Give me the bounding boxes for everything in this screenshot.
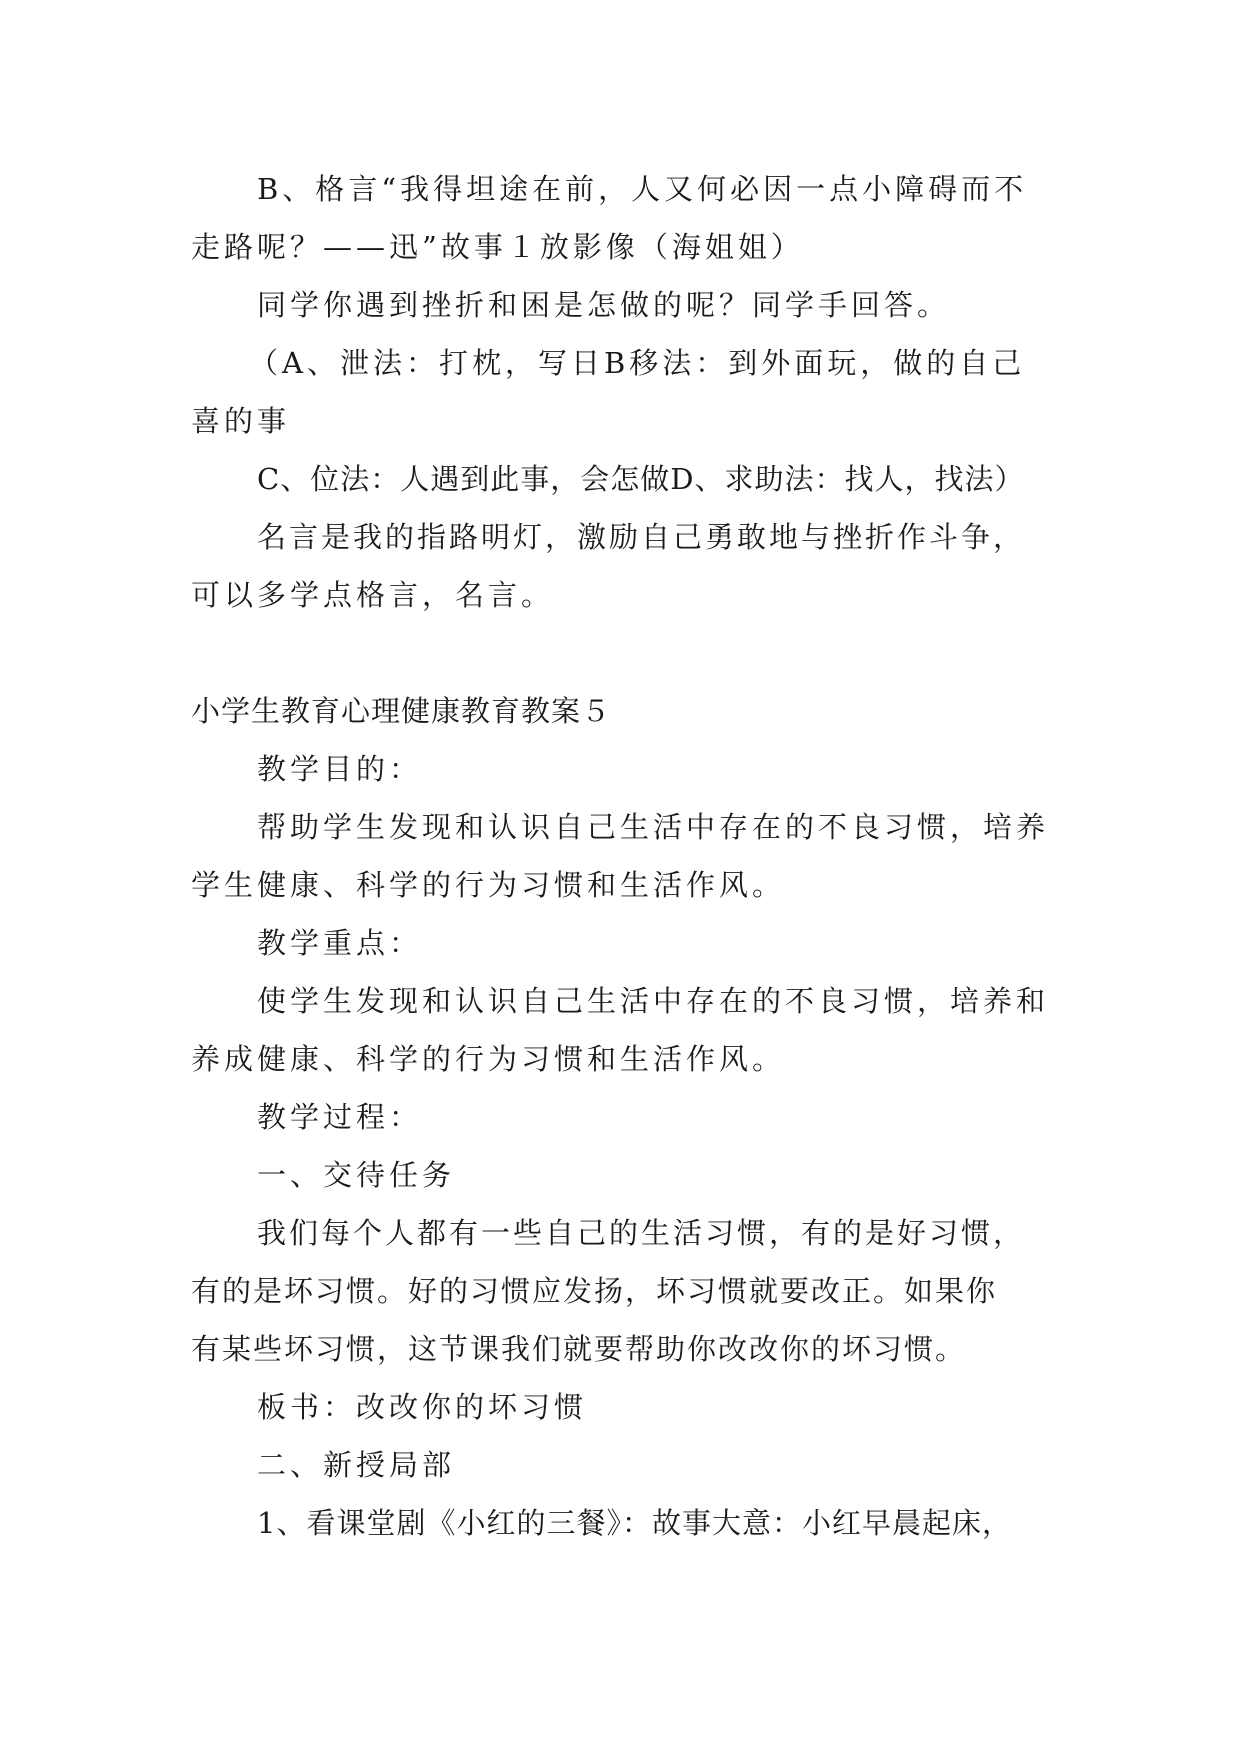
paragraph-line: C、位法：人遇到此事，会怎做D、求助法：找人，找法） xyxy=(257,462,1025,496)
section-title: 小学生教育心理健康教育教案５ xyxy=(191,694,612,728)
paragraph-line: 喜的事 xyxy=(191,404,291,438)
paragraph-line: 教学过程： xyxy=(257,1100,423,1134)
paragraph-line: 1、看课堂剧《小红的三餐》：故事大意：小红早晨起床， xyxy=(257,1506,1012,1540)
paragraph-line: 板书：改改你的坏习惯 xyxy=(257,1390,588,1424)
paragraph-line: 使学生发现和认识自己生活中存在的不良习惯，培养和 xyxy=(257,984,1050,1018)
document-body xyxy=(191,160,1061,1552)
paragraph-line: 二、新授局部 xyxy=(257,1448,456,1482)
paragraph-line: 名言是我的指路明灯，激励自己勇敢地与挫折作斗争， xyxy=(257,520,1026,554)
paragraph-line: 有某些坏习惯，这节课我们就要帮助你改改你的坏习惯。 xyxy=(191,1332,967,1366)
paragraph-line: 有的是坏习惯。好的习惯应发扬，坏习惯就要改正。如果你 xyxy=(191,1274,998,1308)
paragraph-line: 养成健康、科学的行为习惯和生活作风。 xyxy=(191,1042,786,1076)
paragraph-line: 学生健康、科学的行为习惯和生活作风。 xyxy=(191,868,786,902)
paragraph-line: 我们每个人都有一些自己的生活习惯，有的是好习惯， xyxy=(257,1216,1026,1250)
paragraph-line: 走路呢？——迅”故事１放影像（海姐姐） xyxy=(191,230,804,264)
paragraph-line: 帮助学生发现和认识自己生活中存在的不良习惯，培养 xyxy=(257,810,1050,844)
paragraph-line: （A、泄法：打枕，写日B移法：到外面玩，做的自己 xyxy=(249,346,1026,380)
paragraph-line: 教学重点： xyxy=(257,926,423,960)
paragraph-line: B、格言“我得坦途在前，人又何必因一点小障碍而不 xyxy=(257,172,1028,206)
paragraph-line: 教学目的： xyxy=(257,752,423,786)
paragraph-line: 同学你遇到挫折和困是怎做的呢？同学手回答。 xyxy=(257,288,951,322)
section-gap xyxy=(191,624,1061,682)
paragraph-line: 一、交待任务 xyxy=(257,1158,456,1192)
paragraph-line: 可以多学点格言，名言。 xyxy=(191,578,555,612)
